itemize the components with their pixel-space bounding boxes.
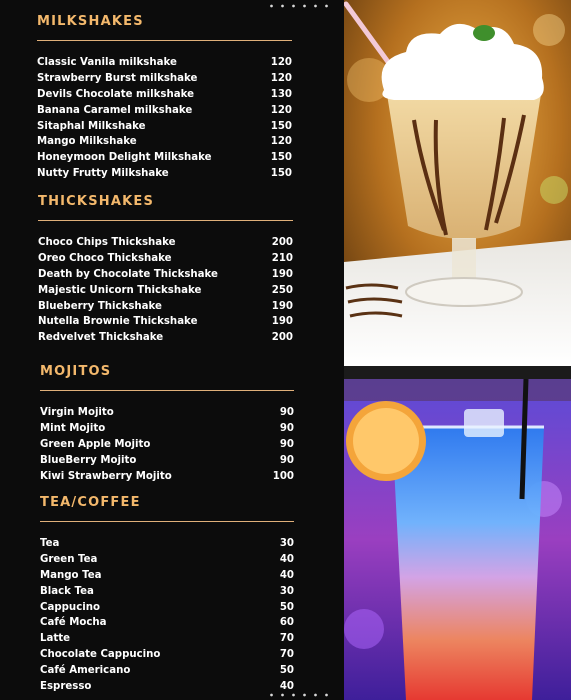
item-price: 120: [270, 104, 292, 116]
list-item: [38, 235, 293, 251]
item-price: 90: [279, 423, 294, 435]
item-price: 70: [279, 648, 294, 660]
section-divider: [38, 220, 293, 221]
item-name: Honeymoon Delight Milkshake: [37, 152, 212, 164]
list-item: [40, 599, 294, 615]
item-list: [38, 235, 293, 346]
item-price: 70: [279, 633, 294, 645]
item-name: Nutty Frutty Milkshake: [37, 167, 169, 179]
item-price: 100: [272, 470, 294, 482]
list-item: [40, 583, 294, 599]
ice-cube: [464, 409, 504, 437]
list-item: [37, 71, 292, 87]
item-name: Espresso: [40, 680, 92, 692]
list-item: [40, 631, 294, 647]
list-item: [40, 662, 294, 678]
item-price: 30: [279, 585, 294, 597]
item-name: Green Apple Mojito: [40, 438, 151, 450]
bokeh-light: [533, 14, 565, 46]
item-name: Virgin Mojito: [40, 407, 114, 419]
item-price: 200: [271, 237, 293, 249]
item-price: 190: [271, 300, 293, 312]
section-divider: [40, 521, 294, 522]
photo-separator: [344, 366, 571, 379]
list-item: [40, 615, 294, 631]
item-list: [40, 536, 294, 694]
list-item: [40, 678, 294, 694]
section-title: MILKSHAKES: [37, 14, 144, 29]
item-name: Choco Chips Thickshake: [38, 237, 176, 249]
list-item: [40, 421, 294, 437]
section-divider: [40, 390, 294, 391]
item-price: 150: [270, 120, 292, 132]
glass-base: [406, 278, 522, 306]
item-name: Black Tea: [40, 585, 94, 597]
list-item: [38, 330, 293, 346]
item-name: BlueBerry Mojito: [40, 454, 137, 466]
item-price: 200: [271, 332, 293, 344]
item-price: 130: [270, 88, 292, 100]
item-name: Chocolate Cappucino: [40, 648, 161, 660]
item-price: 250: [271, 284, 293, 296]
bokeh-light: [540, 176, 568, 204]
section-title: TEA/COFFEE: [40, 495, 141, 510]
item-price: 30: [279, 538, 294, 550]
list-item: [37, 102, 292, 118]
item-price: 50: [279, 601, 294, 613]
item-name: Classic Vanila milkshake: [37, 57, 177, 69]
bar-shelf: [344, 379, 571, 401]
shake-glass: [386, 88, 542, 239]
item-name: Café Americano: [40, 664, 131, 676]
list-item: [38, 251, 293, 267]
mojito-illustration: [344, 379, 571, 700]
list-item: [38, 298, 293, 314]
list-item: [40, 536, 294, 552]
list-item: [40, 552, 294, 568]
list-item: [37, 134, 292, 150]
bokeh-light: [344, 609, 384, 649]
item-name: Oreo Choco Thickshake: [38, 253, 172, 265]
list-item: [37, 150, 292, 166]
section-milkshakes: [37, 14, 292, 181]
orange-slice-inner: [353, 408, 419, 474]
list-item: [38, 267, 293, 283]
item-price: 90: [279, 438, 294, 450]
item-price: 120: [270, 73, 292, 85]
item-price: 40: [279, 569, 294, 581]
item-name: Banana Caramel milkshake: [37, 104, 193, 116]
item-price: 150: [270, 152, 292, 164]
item-name: Strawberry Burst milkshake: [37, 73, 198, 85]
item-price: 40: [279, 680, 294, 692]
item-price: 50: [279, 664, 294, 676]
milkshake-illustration: [344, 0, 571, 366]
item-list: [37, 55, 292, 181]
list-item: [37, 55, 292, 71]
list-item: [40, 568, 294, 584]
bottom-dots-decoration: [266, 693, 336, 697]
item-price: 120: [270, 136, 292, 148]
item-name: Mango Milkshake: [37, 136, 137, 148]
milkshake-photo: [344, 0, 571, 366]
section-title: THICKSHAKES: [38, 194, 155, 209]
section-divider: [37, 40, 292, 41]
list-item: [40, 452, 294, 468]
item-name: Redvelvet Thickshake: [38, 332, 164, 344]
item-price: 40: [279, 554, 294, 566]
section-tea-coffee: [40, 495, 294, 694]
item-name: Devils Chocolate milkshake: [37, 88, 195, 100]
item-name: Majestic Unicorn Thickshake: [38, 284, 202, 296]
section-mojitos: [40, 364, 294, 484]
section-title: MOJITOS: [40, 364, 112, 379]
section-thickshakes: [38, 194, 293, 346]
item-price: 90: [279, 454, 294, 466]
item-name: Kiwi Strawberry Mojito: [40, 470, 172, 482]
mint-leaf: [473, 25, 495, 41]
list-item: [40, 405, 294, 421]
item-name: Green Tea: [40, 554, 98, 566]
item-name: Blueberry Thickshake: [38, 300, 162, 312]
item-list: [40, 405, 294, 484]
item-name: Latte: [40, 633, 71, 645]
item-name: Cappucino: [40, 601, 100, 613]
list-item: [38, 314, 293, 330]
list-item: [37, 118, 292, 134]
item-name: Café Mocha: [40, 617, 107, 629]
mojito-photo: [344, 379, 571, 700]
item-price: 60: [279, 617, 294, 629]
item-price: 210: [271, 253, 293, 265]
item-name: Death by Chocolate Thickshake: [38, 268, 218, 280]
item-price: 190: [271, 268, 293, 280]
item-price: 90: [279, 407, 294, 419]
list-item: [37, 166, 292, 182]
item-name: Nutella Brownie Thickshake: [38, 316, 198, 328]
list-item: [40, 468, 294, 484]
top-dots-decoration: [266, 4, 336, 8]
item-name: Tea: [40, 538, 60, 550]
list-item: [38, 282, 293, 298]
item-price: 120: [270, 57, 292, 69]
list-item: [40, 437, 294, 453]
list-item: [37, 87, 292, 103]
item-price: 190: [271, 316, 293, 328]
item-price: 150: [270, 167, 292, 179]
list-item: [40, 647, 294, 663]
item-name: Sitaphal Milkshake: [37, 120, 146, 132]
item-name: Mango Tea: [40, 569, 102, 581]
item-name: Mint Mojito: [40, 423, 106, 435]
